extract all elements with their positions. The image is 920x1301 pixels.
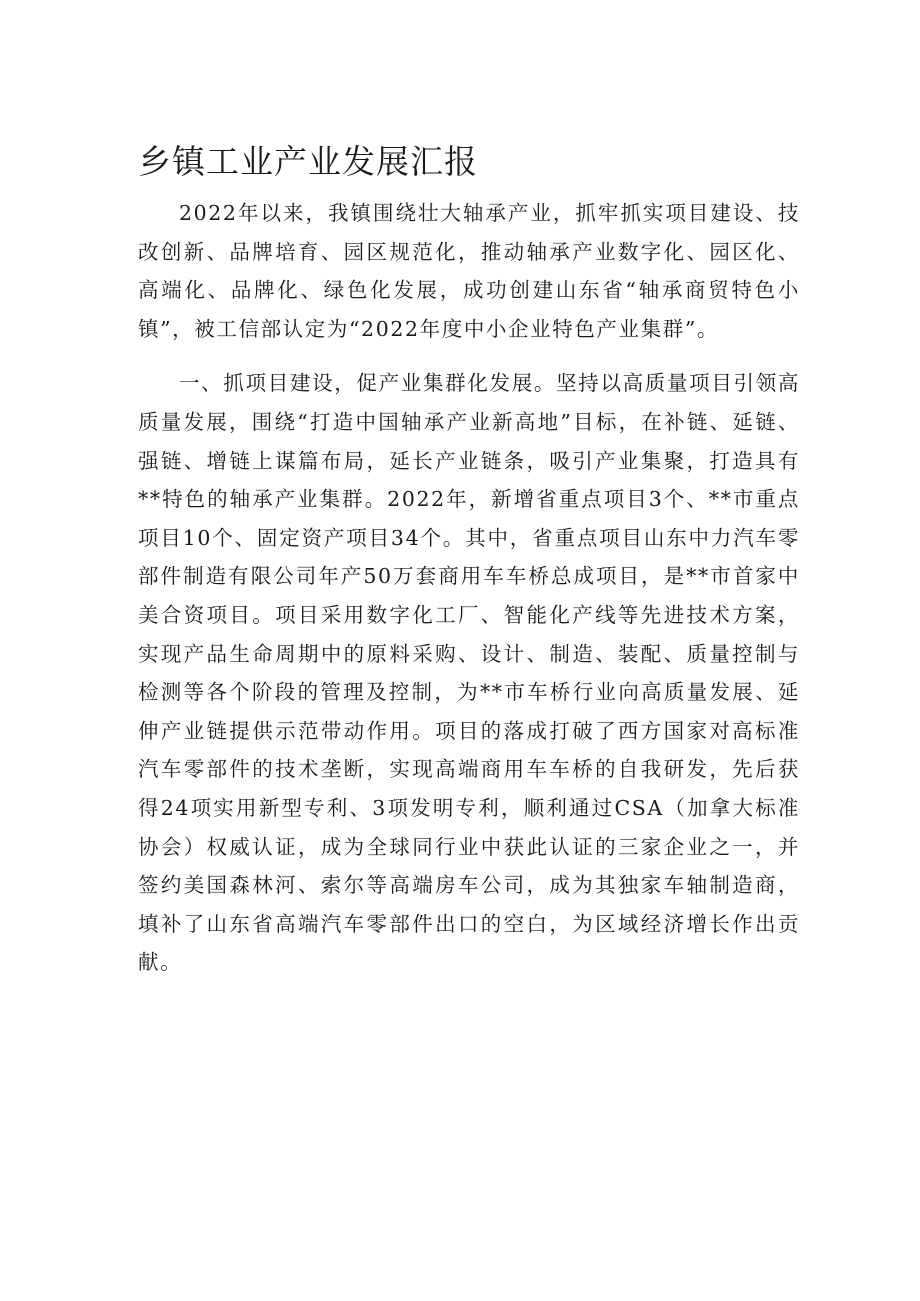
paragraph-section-1: 一、抓项目建设，促产业集群化发展。坚持以高质量项目引领高质量发展，围绕“打造中国轴承产业新高地”目标，在补链、延链、强链、增链上谋篇布局，延长产业链条，吸引产业集聚，打造具有**特色的轴承产业集群。2022年，新增省重点项目3个、**市重点项目10个、固定资产项目34个。其中，省重点项目山东中力汽车零部件制造有限公司年产50万套商用车车桥总成项目，是**市首家中美合资项目。项目采用数字化工厂、智能化产线等先进技术方案，实现产品生命周期中的原料采购、设计、制造、装配、质量控制与检测等各个阶段的管理及控制，为**市车桥行业向高质量发展、延伸产业链提供示范带动作用。项目的落成打破了西方国家对高标准汽车零部件的技术垄断，实现高端商用车车桥的自我研发，先后获得24项实用新型专利、3项发明专利，顺利通过CSA（加拿大标准协会）权威认证，成为全球同行业中获此认证的三家企业之一，并签约美国森林河、索尔等高端房车公司，成为其独家车轴制造商，填补了山东省高端汽车零部件出口的空白，为区域经济增长作出贡献。 xyxy=(138,371,800,975)
paragraph-intro: 2022年以来，我镇围绕壮大轴承产业，抓牢抓实项目建设、技改创新、品牌培育、园区规范化，推动轴承产业数字化、园区化、高端化、品牌化、绿色化发展，成功创建山东省“轴承商贸特色小镇”，被工信部认定为“2022年度中小企业特色产业集群”。 xyxy=(138,201,800,341)
document-title: 乡镇工业产业发展汇报 xyxy=(138,142,478,181)
document-page xyxy=(138,138,800,982)
